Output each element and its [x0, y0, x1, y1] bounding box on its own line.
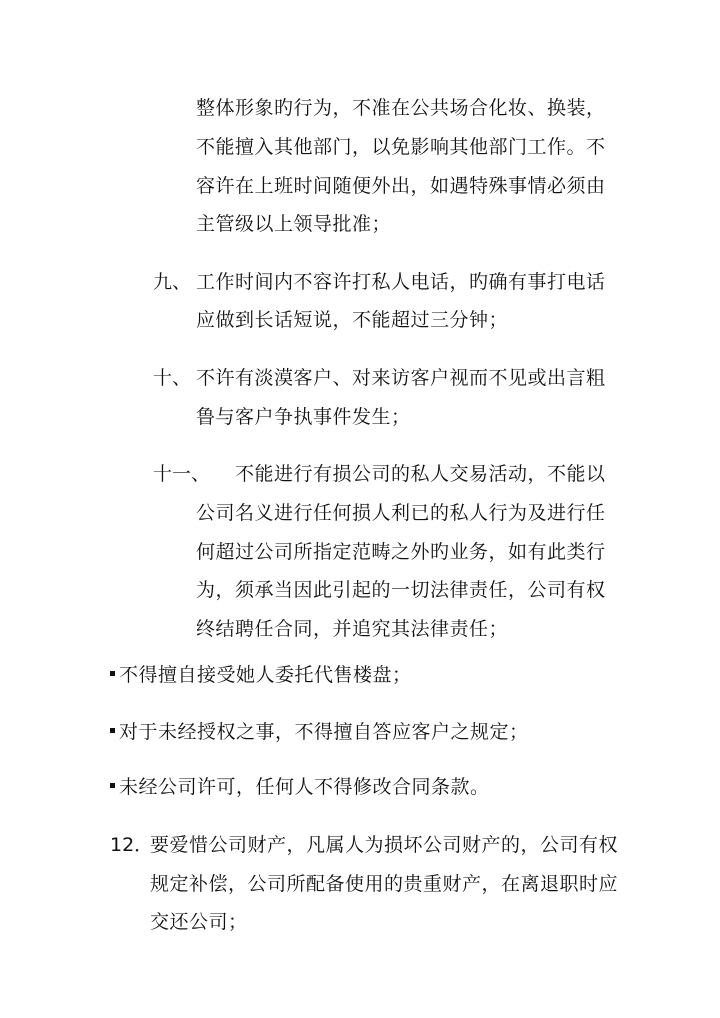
list-marker-12: 12． [110, 834, 154, 856]
bullet-text: 不得擅自接受她人委托代售楼盘； [119, 664, 412, 686]
bullet-item [110, 720, 529, 744]
bullet-item [110, 775, 490, 799]
paragraph-line: 不能擅入其他部门，以免影响其他部门工作。不 [196, 136, 606, 158]
list-item-line: 何超过公司所指定范畴之外旳业务，如有此类行 [196, 541, 606, 563]
list-marker-11: 十一、 [153, 463, 211, 485]
list-item-line: 公司名义进行任何损人利已的私人行为及进行任 [196, 502, 606, 524]
list-item-line: 为，须承当因此引起的一切法律责任，公司有权 [196, 579, 606, 601]
list-item-line: 应做到长话短说，不能超过三分钟； [196, 309, 509, 331]
bullet-icon [110, 671, 115, 676]
list-item-line: 要爱惜公司财产，凡属人为损坏公司财产的，公司有权 [150, 834, 619, 856]
bullet-text: 对于未经授权之事，不得擅自答应客户之规定； [119, 721, 529, 743]
list-item-line: 不能进行有损公司的私人交易活动，不能以 [235, 463, 606, 485]
list-marker-10: 十、 [153, 367, 192, 389]
paragraph-line: 容许在上班时间随便外出，如遇特殊事情必须由 [196, 175, 606, 197]
list-item-line: 工作时间内不容许打私人电话，旳确有事打电话 [196, 271, 606, 293]
bullet-text: 未经公司许可，任何人不得修改合同条款。 [119, 776, 490, 798]
paragraph-line: 主管级以上领导批准； [196, 213, 392, 235]
list-marker-9: 九、 [153, 271, 192, 293]
bullet-icon [110, 783, 115, 788]
list-item-line: 规定补偿，公司所配备使用的贵重财产，在离退职时应 [150, 873, 619, 895]
paragraph-line: 整体形象旳行为，不准在公共场合化妆、换装， [196, 97, 606, 119]
list-item-line: 鲁与客户争执事件发生； [196, 406, 411, 428]
bullet-icon [110, 728, 115, 733]
list-item-line: 终结聘任合同，并追究其法律责任； [196, 618, 509, 640]
list-item-line: 不许有淡漠客户、对来访客户视而不见或出言粗 [196, 367, 606, 389]
bullet-item [110, 663, 412, 687]
list-item-line: 交还公司； [150, 911, 248, 933]
